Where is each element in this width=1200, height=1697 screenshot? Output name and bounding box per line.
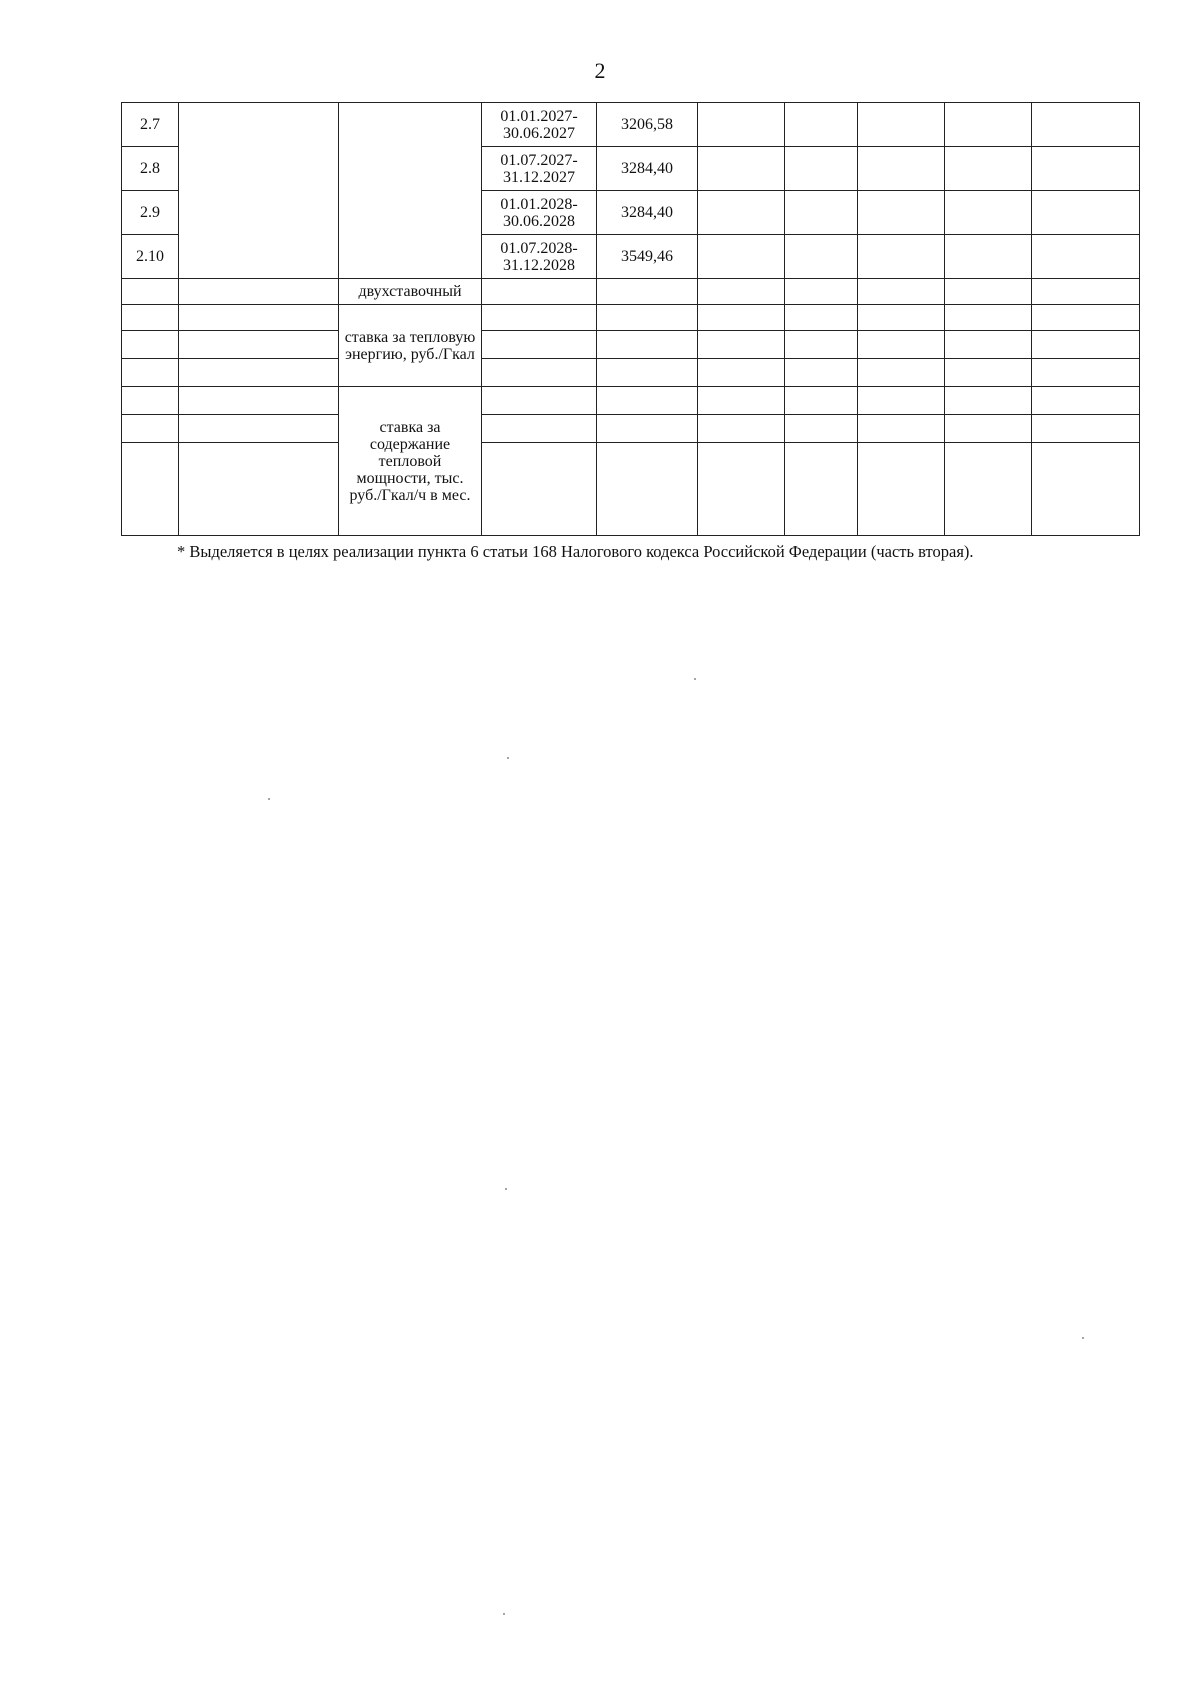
period-end: 31.12.2028 (503, 256, 575, 274)
scan-speck (268, 798, 270, 800)
energy-rate-label: ставка за тепловую энергию, руб./Гкал (339, 305, 482, 387)
footnote: * Выделяется в целях реализации пункта 6 статьи 168 Налогового кодекса Российской Федерации (часть вторая). (177, 542, 974, 561)
scan-speck (505, 1188, 507, 1190)
row-number: 2.9 (122, 191, 179, 235)
empty-cell (179, 103, 339, 279)
period-cell (482, 103, 597, 147)
row-number: 2.10 (122, 235, 179, 279)
period-cell (482, 235, 597, 279)
period-cell (482, 147, 597, 191)
period-end: 30.06.2027 (503, 124, 575, 142)
tariff-value: 3549,46 (597, 235, 698, 279)
table-row (122, 359, 1140, 387)
period-start: 01.01.2028- (500, 195, 578, 213)
page-number: 2 (594, 58, 606, 83)
table-row (122, 443, 1140, 536)
two-part-label: двухставочный (339, 279, 482, 305)
period-start: 01.07.2028- (500, 239, 578, 257)
scan-speck (503, 1613, 505, 1615)
scan-speck (1082, 1337, 1084, 1339)
period-end: 30.06.2028 (503, 212, 575, 230)
tariff-value: 3284,40 (597, 191, 698, 235)
scan-speck (507, 757, 509, 759)
row-number: 2.8 (122, 147, 179, 191)
tariff-table (121, 102, 1140, 536)
scan-speck (694, 678, 696, 680)
empty-cell (339, 103, 482, 279)
tariff-value: 3206,58 (597, 103, 698, 147)
table-row (122, 279, 1140, 305)
capacity-rate-label: ставка за содержание тепловой мощности, тыс. руб./Гкал/ч в мес. (339, 387, 482, 536)
period-start: 01.01.2027- (500, 107, 578, 125)
row-number: 2.7 (122, 103, 179, 147)
period-end: 31.12.2027 (503, 168, 575, 186)
table-row (122, 415, 1140, 443)
table-row (122, 331, 1140, 359)
table-row (122, 103, 1140, 147)
table-row (122, 305, 1140, 331)
period-start: 01.07.2027- (500, 151, 578, 169)
table-row (122, 387, 1140, 415)
period-cell (482, 191, 597, 235)
tariff-value: 3284,40 (597, 147, 698, 191)
